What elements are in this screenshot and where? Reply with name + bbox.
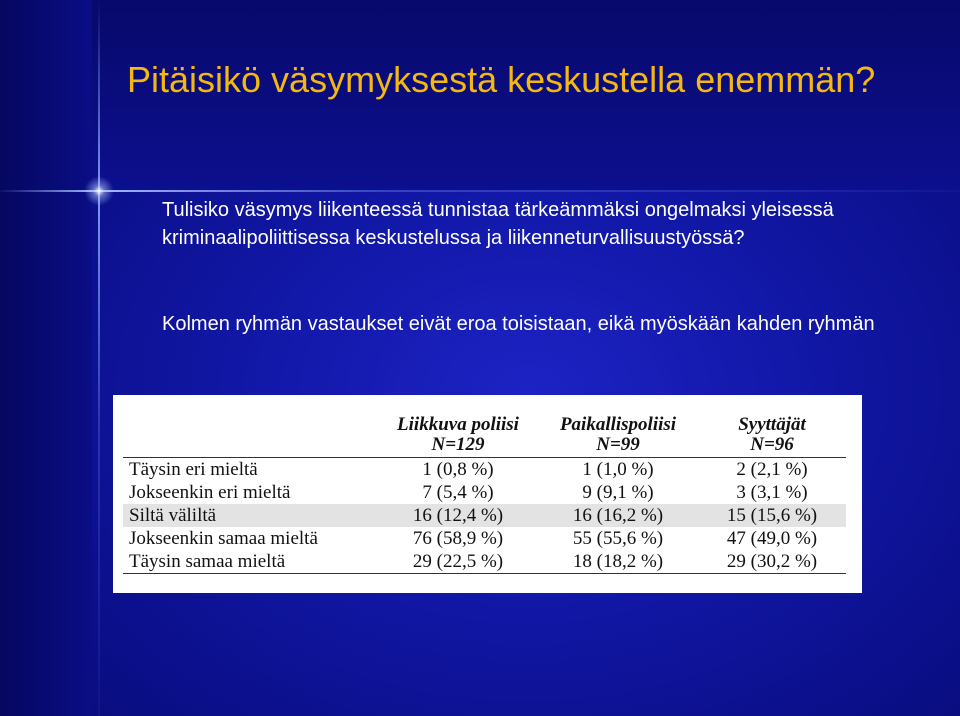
table-cell: 7 (5,4 %) bbox=[422, 481, 494, 503]
table-cell: 1 (1,0 %) bbox=[582, 458, 654, 480]
table-cell: 76 (58,9 %) bbox=[412, 527, 504, 549]
table-row bbox=[123, 504, 846, 527]
row-label: Jokseenkin eri mieltä bbox=[129, 481, 291, 503]
result-paragraph: Kolmen ryhmän vastaukset eivät eroa toisistaan, eikä myöskään kahden ryhmän bbox=[162, 313, 875, 335]
results-table bbox=[123, 409, 846, 574]
table-cell: 16 (16,2 %) bbox=[538, 504, 698, 527]
vertical-accent-line bbox=[98, 0, 100, 716]
table-row bbox=[123, 457, 846, 481]
table-row bbox=[123, 550, 846, 574]
header-paikallispoliisi bbox=[538, 409, 698, 457]
table-cell: 9 (9,1 %) bbox=[582, 481, 654, 503]
header-group-name: Paikallispoliisi bbox=[559, 413, 677, 435]
header-group-name: Liikkuva poliisi bbox=[397, 413, 519, 435]
row-label: Jokseenkin samaa mieltä bbox=[129, 527, 318, 549]
table-cell: 18 (18,2 %) bbox=[538, 550, 698, 574]
table-cell: 1 (0,8 %) bbox=[422, 458, 494, 480]
left-band-decoration bbox=[0, 0, 92, 716]
table-row bbox=[123, 527, 846, 550]
slide-title: Pitäisikö väsymyksestä keskustella enemmän? bbox=[127, 59, 876, 100]
table-row bbox=[123, 481, 846, 504]
header-empty bbox=[123, 409, 378, 457]
light-flare-decoration bbox=[84, 176, 114, 206]
table-cell: 29 (22,5 %) bbox=[378, 550, 538, 574]
question-paragraph: Tulisiko väsymys liikenteessä tunnistaa tärkeämmäksi ongelmaksi yleisessä kriminaalipoliittisessa keskustelussa ja liikenneturvallisuustyössä? bbox=[162, 199, 834, 249]
table-cell: 55 (55,6 %) bbox=[572, 527, 664, 549]
row-label: Täysin samaa mieltä bbox=[123, 550, 378, 574]
table-cell: 3 (3,1 %) bbox=[736, 481, 808, 503]
header-group-name: Syyttäjät bbox=[738, 413, 806, 435]
row-label: Siltä väliltä bbox=[123, 504, 378, 527]
results-table-image bbox=[113, 395, 862, 593]
header-liikkuva-poliisi bbox=[378, 409, 538, 457]
row-label: Täysin eri mieltä bbox=[129, 458, 258, 480]
table-cell: 29 (30,2 %) bbox=[698, 550, 846, 574]
horizontal-accent-line bbox=[0, 190, 960, 192]
table-cell: 47 (49,0 %) bbox=[726, 527, 818, 549]
table-header-row bbox=[123, 409, 846, 457]
table-cell: 16 (12,4 %) bbox=[378, 504, 538, 527]
header-syyttajat bbox=[698, 409, 846, 457]
header-group-n: N=129 bbox=[431, 433, 485, 455]
header-group-n: N=96 bbox=[750, 433, 794, 455]
table-cell: 2 (2,1 %) bbox=[736, 458, 808, 480]
header-group-n: N=99 bbox=[596, 433, 640, 455]
table-cell: 15 (15,6 %) bbox=[698, 504, 846, 527]
